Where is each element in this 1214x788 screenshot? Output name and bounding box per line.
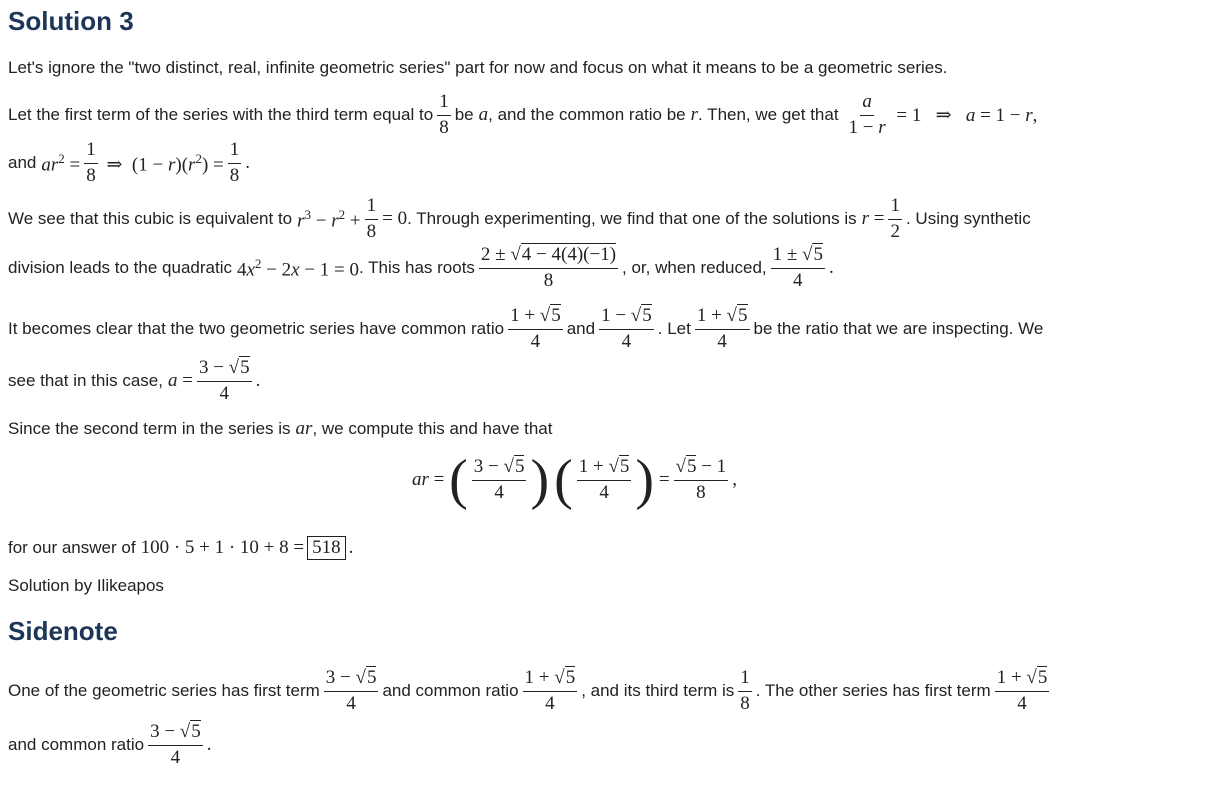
text: , and its third term is — [581, 681, 735, 701]
right-paren: ) — [635, 449, 655, 511]
fraction-1-minus-sqrt5-over-4: $\frac{1 - √5}{4}$ — [601, 305, 652, 352]
math-cubic: $r^3 - r^2$ + — [297, 206, 361, 232]
heading-sidenote: Sidenote — [8, 616, 118, 646]
paragraph-sidenote-ratio — [8, 722, 211, 769]
math-a-equals: a = — [167, 370, 193, 392]
fraction-3-minus-sqrt5-over-4: $\frac{3 - √5}{4}$ — [150, 721, 201, 768]
paragraph-answer — [8, 536, 353, 560]
fraction-one-eighth: $\frac{1}{8}$ — [229, 139, 240, 186]
paragraph-quadratic — [8, 245, 834, 292]
fraction-1-plus-sqrt5-over-4: $\frac{1 + √5}{4}$ — [696, 305, 748, 352]
boxed-answer: 518 — [307, 536, 346, 560]
text: . Let — [657, 319, 691, 339]
text: We see that this cubic is equivalent to — [8, 209, 293, 229]
right-paren: ) — [530, 449, 550, 511]
math-a: a — [478, 104, 489, 126]
text: division leads to the quadratic — [8, 258, 232, 278]
text: . This has roots — [359, 258, 475, 278]
text: for our answer of — [8, 538, 136, 557]
text: see that in this case, — [8, 371, 163, 391]
text: Since the second term in the series is — [8, 419, 291, 438]
text: and — [566, 319, 596, 339]
text: , or, when reduced, — [622, 258, 767, 278]
left-paren: ( — [554, 449, 573, 511]
text: . Through experimenting, we find that one of the solutions is — [407, 209, 857, 229]
text: , and the common ratio be — [488, 105, 686, 125]
period: . — [348, 537, 354, 558]
fraction-one-eighth: $\frac{1}{8}$ — [740, 667, 750, 714]
fraction-one-eighth: $\frac{1}{8}$ — [86, 139, 96, 186]
text: It becomes clear that the two geometric series have common ratio — [8, 319, 505, 339]
text: One of the geometric series has first term — [8, 681, 320, 701]
fraction-3-minus-sqrt5-over-4: $\frac{3 - √5}{4}$ — [325, 667, 377, 714]
fraction-reduced-roots: $\frac{1 \pm √5}{4}$ — [772, 244, 823, 291]
math-ar-equals: ar = — [412, 469, 450, 490]
math-ar: ar — [295, 418, 313, 439]
text: Let the first term of the series with the third term equal to — [8, 105, 434, 125]
comma: , — [732, 469, 737, 490]
text: . Using synthetic — [905, 209, 1031, 229]
heading-solution-3: Solution 3 — [8, 6, 134, 36]
fraction-1-plus-sqrt5-over-4: $\frac{1 + √5}{4}$ — [510, 305, 561, 352]
fraction-a-over-1-minus-r: $\frac{a}{1 - r}$ — [848, 91, 886, 138]
fraction-one-eighth: $\frac{1}{8}$ — [439, 91, 449, 138]
text: . The other series has first term — [755, 681, 991, 701]
fraction-1-plus-sqrt5-over-4: $\frac{1 + √5}{4}$ — [578, 455, 630, 503]
paragraph-definition — [8, 92, 1037, 139]
text: be — [454, 105, 474, 125]
math-equation-a: = 1 ⇒ a = 1 − r, — [891, 104, 1038, 126]
period: . — [206, 734, 212, 756]
period: . — [255, 370, 261, 392]
math-implies: ⇒ $(1 - r)(r^2)$ = — [101, 150, 224, 176]
fraction-roots: $\frac{2 \pm √4 - 4(4)(-1)}{8}$ — [480, 244, 617, 291]
left-paren: ( — [449, 449, 468, 511]
text: , we compute this and have that — [312, 419, 553, 438]
paragraph-intro: Let's ignore the "two distinct, real, infinite geometric series" part for now and focus on what it means to be a geometric series. — [8, 58, 948, 77]
fraction-one-eighth: $\frac{1}{8}$ — [366, 195, 377, 242]
paragraph-ar2 — [8, 140, 250, 187]
paragraph-cubic — [8, 196, 1031, 243]
equals: = — [654, 469, 670, 490]
fraction-3-minus-sqrt5-over-4: $\frac{3 - √5}{4}$ — [473, 455, 525, 503]
text: and — [8, 153, 37, 173]
solution-credit: Solution by Ilikeapos — [8, 576, 164, 595]
math-r-equals: r = — [861, 208, 885, 230]
text: and common ratio — [382, 681, 519, 701]
fraction-sqrt5-minus-1-over-8: $\frac{√5 - 1}{8}$ — [675, 455, 727, 503]
math-equals-zero: = 0 — [382, 208, 408, 230]
text: and common ratio — [8, 735, 145, 755]
text: be the ratio that we are inspecting. We — [753, 319, 1044, 339]
math-answer-expression: 100 · 5 + 1 · 10 + 8 = — [140, 537, 305, 558]
math-quadratic: $4x^2 - 2x - 1 = 0$ — [236, 255, 360, 281]
display-equation — [412, 449, 737, 511]
math-r: r — [690, 104, 699, 126]
paragraph-a-value — [8, 358, 260, 405]
text: . Then, we get that — [698, 105, 839, 125]
math-ar2: $ar^2$ = — [41, 150, 81, 176]
fraction-1-plus-sqrt5-over-4: $\frac{1 + √5}{4}$ — [524, 667, 576, 714]
period: . — [828, 257, 834, 279]
paragraph-sidenote — [8, 668, 1053, 715]
fraction-one-half: $\frac{1}{2}$ — [890, 195, 900, 242]
paragraph-second-term — [8, 418, 552, 440]
fraction-1-plus-sqrt5-over-4: $\frac{1 + √5}{4}$ — [996, 667, 1048, 714]
fraction-3-minus-sqrt5-over-4: $\frac{3 - √5}{4}$ — [198, 357, 250, 404]
period: . — [245, 152, 250, 174]
paragraph-ratios — [8, 306, 1043, 353]
